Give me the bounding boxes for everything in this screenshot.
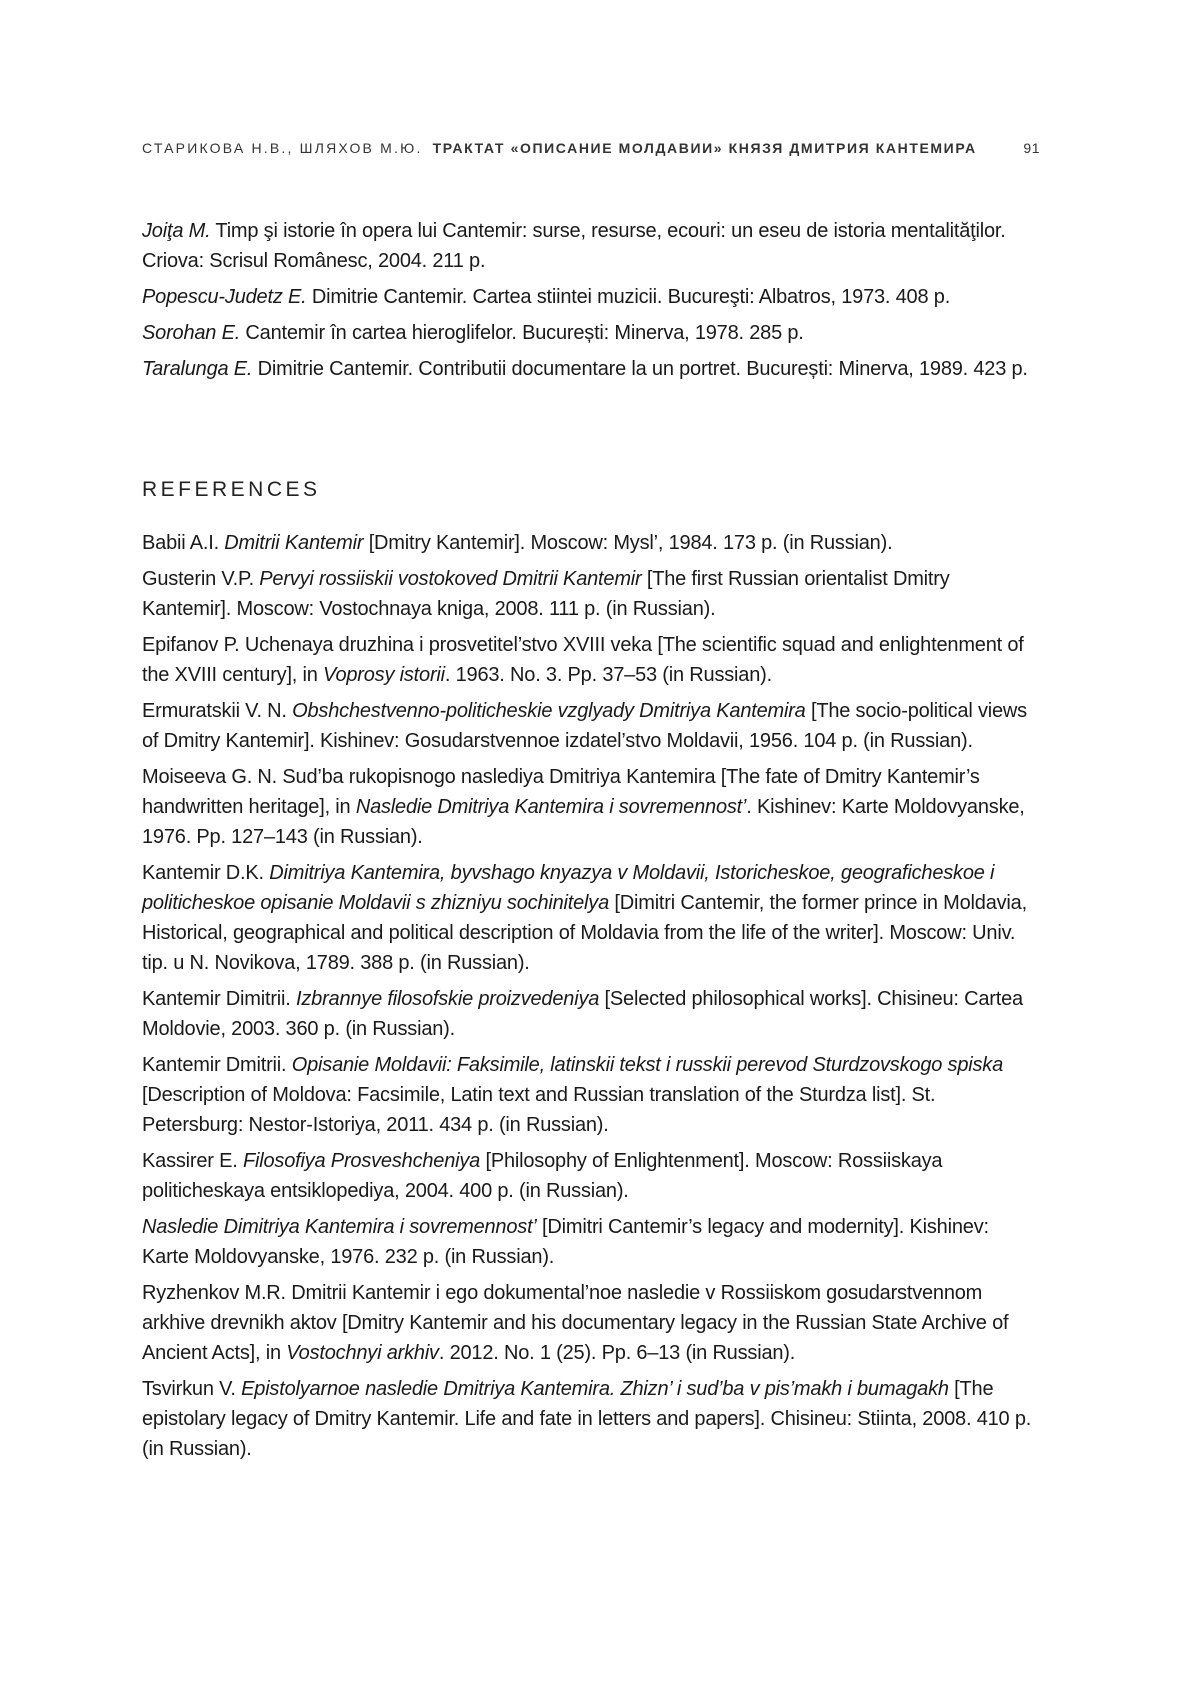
reference-title: Filosofiya Prosveshcheniya bbox=[242, 1150, 481, 1172]
reference-text: Kassirer E. bbox=[142, 1150, 243, 1172]
reference-text: Kantemir D.K. bbox=[142, 862, 270, 884]
reference-text: [Dimitri Cantemir, the former prince in Moldavia, Historical, geographical and political description of Moldavia from the life of the writer]. Moscow: Univ. tip. u N. Novikova, 1789. 388 p. (in Russian). bbox=[142, 892, 1027, 974]
reference-text: [Dimitri Cantemir’s legacy and modernity]. Kishinev: Karte Moldovyanske, 1976. 232 p. (in Russian). bbox=[142, 1216, 989, 1268]
entry-author: Sorohan E. bbox=[142, 322, 241, 344]
reference-text: [The socio-political views of Dmitry Kantemir]. Kishinev: Gosudarstvennoe izdatel’stvo Moldavii, 1956. 104 p. (in Russian). bbox=[142, 700, 1027, 752]
entry-author: Popescu-Judetz E. bbox=[142, 286, 307, 308]
reference-entry bbox=[142, 1278, 1037, 1368]
references-heading: REFERENCES bbox=[142, 478, 321, 501]
reference-text: . Kishinev: Karte Moldovyanske, 1976. Pp. 127–143 (in Russian). bbox=[142, 796, 1025, 848]
reference-text: [Dmitry Kantemir]. Moscow: Mysl’, 1984. 173 p. (in Russian). bbox=[363, 532, 893, 554]
bibliography-entry bbox=[142, 216, 1037, 276]
header-title: ТРАКТАТ «ОПИСАНИЕ МОЛДАВИИ» КНЯЗЯ ДМИТРИЯ КАНТЕМИРА bbox=[432, 140, 977, 156]
bibliography-entry bbox=[142, 354, 1037, 384]
reference-entry bbox=[142, 858, 1037, 978]
reference-entry bbox=[142, 762, 1037, 852]
reference-entry bbox=[142, 1050, 1037, 1140]
entry-text: Timp şi istorie în opera lui Cantemir: surse, resurse, ecouri: un eseu de istoria mentalităţilor. Criova: Scrisul Românesc, 2004. 211 p. bbox=[142, 220, 1006, 272]
reference-title: Epistolyarnoe nasledie Dmitriya Kantemira. Zhizn’ i sud’ba v pis’makh i bumagakh bbox=[241, 1378, 949, 1400]
reference-text: [The first Russian orientalist Dmitry Kantemir]. Moscow: Vostochnaya kniga, 2008. 111 p. (in Russian). bbox=[142, 568, 950, 620]
reference-entry bbox=[142, 1146, 1037, 1206]
reference-text: Kantemir Dimitrii. bbox=[142, 988, 296, 1010]
references-list bbox=[142, 528, 1037, 1470]
bibliography-entry bbox=[142, 282, 1037, 312]
reference-text: Epifanov P. Uchenaya druzhina i prosvetitel’stvo XVIII veka [The scientific squad and enlightenment of the XVIII century], in bbox=[142, 634, 1024, 686]
entry-text: Dimitrie Cantemir. Contributii documentare la un portret. București: Minerva, 1989. 423 p. bbox=[252, 358, 1028, 380]
bibliography-list bbox=[142, 216, 1037, 390]
reference-text: [The epistolary legacy of Dmitry Kantemir. Life and fate in letters and papers]. Chisineu: Stiinta, 2008. 410 p. (in Russian). bbox=[142, 1378, 1032, 1460]
reference-entry bbox=[142, 984, 1037, 1044]
reference-title: Izbrannye filosofskie proizvedeniya bbox=[296, 988, 600, 1010]
reference-text: Moiseeva G. N. Sud’ba rukopisnogo naslediya Dmitriya Kantemira [The fate of Dmitry Kantemir’s handwritten heritage], in bbox=[142, 766, 980, 818]
bibliography-entry bbox=[142, 318, 1037, 348]
entry-author: Joiţa M. bbox=[142, 220, 211, 242]
reference-text: Kantemir Dmitrii. bbox=[142, 1054, 292, 1076]
header-authors: СТАРИКОВА Н.В., ШЛЯХОВ М.Ю. bbox=[142, 140, 423, 156]
reference-text: Tsvirkun V. bbox=[142, 1378, 242, 1400]
reference-entry bbox=[142, 564, 1037, 624]
reference-title: Dimitriya Kantemira, byvshago knyazya v Moldavii, Istoricheskoe, geograficheskoe i politicheskoe opisanie Moldavii s zhizniyu sochinitelya bbox=[142, 862, 995, 914]
reference-text: Gusterin V.P. bbox=[142, 568, 260, 590]
running-head bbox=[142, 140, 1040, 156]
reference-entry bbox=[142, 1212, 1037, 1272]
reference-title: Voprosy istorii bbox=[323, 664, 445, 686]
reference-text: [Description of Moldova: Facsimile, Latin text and Russian translation of the Sturdza list]. St. Petersburg: Nestor-Istoriya, 2011. 434 p. (in Russian). bbox=[142, 1084, 936, 1136]
entry-author: Taralunga E. bbox=[142, 358, 253, 380]
reference-entry bbox=[142, 630, 1037, 690]
reference-title: Obshchestvenno-politicheskie vzglyady Dmitriya Kantemira bbox=[292, 700, 806, 722]
entry-text: Dimitrie Cantemir. Cartea stiintei muzicii. Bucureşti: Albatros, 1973. 408 p. bbox=[306, 286, 951, 308]
reference-text: . 1963. No. 3. Pp. 37–53 (in Russian). bbox=[444, 664, 772, 686]
reference-title: Nasledie Dimitriya Kantemira i sovremennost’ bbox=[142, 1216, 537, 1238]
reference-text: Babii A.I. bbox=[142, 532, 225, 554]
reference-title: Vostochnyi arkhiv bbox=[286, 1342, 439, 1364]
reference-title: Pervyi rossiiskii vostokoved Dmitrii Kantemir bbox=[259, 568, 642, 590]
reference-text: [Philosophy of Enlightenment]. Moscow: Rossiiskaya politicheskaya entsiklopediya, 2004. 400 p. (in Russian). bbox=[142, 1150, 943, 1202]
reference-title: Nasledie Dmitriya Kantemira i sovremennost’ bbox=[355, 796, 747, 818]
reference-entry bbox=[142, 528, 1037, 558]
reference-text: Ermuratskii V. N. bbox=[142, 700, 293, 722]
reference-text: Ryzhenkov M.R. Dmitrii Kantemir i ego dokumental’noe nasledie v Rossiiskom gosudarstvennom arkhive drevnikh aktov [Dmitry Kantemir and his documentary legacy in the Russian State Archive of Ancient Acts], in bbox=[142, 1282, 1009, 1364]
reference-entry bbox=[142, 696, 1037, 756]
reference-title: Opisanie Moldavii: Faksimile, latinskii tekst i russkii perevod Sturdzovskogo spiska bbox=[291, 1054, 1004, 1076]
reference-title: Dmitrii Kantemir bbox=[224, 532, 364, 554]
reference-text: [Selected philosophical works]. Chisineu: Cartea Moldovie, 2003. 360 p. (in Russian). bbox=[142, 988, 1023, 1040]
page-number: 91 bbox=[1023, 140, 1040, 156]
entry-text: Cantemir în cartea hieroglifelor. București: Minerva, 1978. 285 p. bbox=[240, 322, 804, 344]
reference-text: . 2012. No. 1 (25). Pp. 6–13 (in Russian). bbox=[438, 1342, 796, 1364]
reference-entry bbox=[142, 1374, 1037, 1464]
